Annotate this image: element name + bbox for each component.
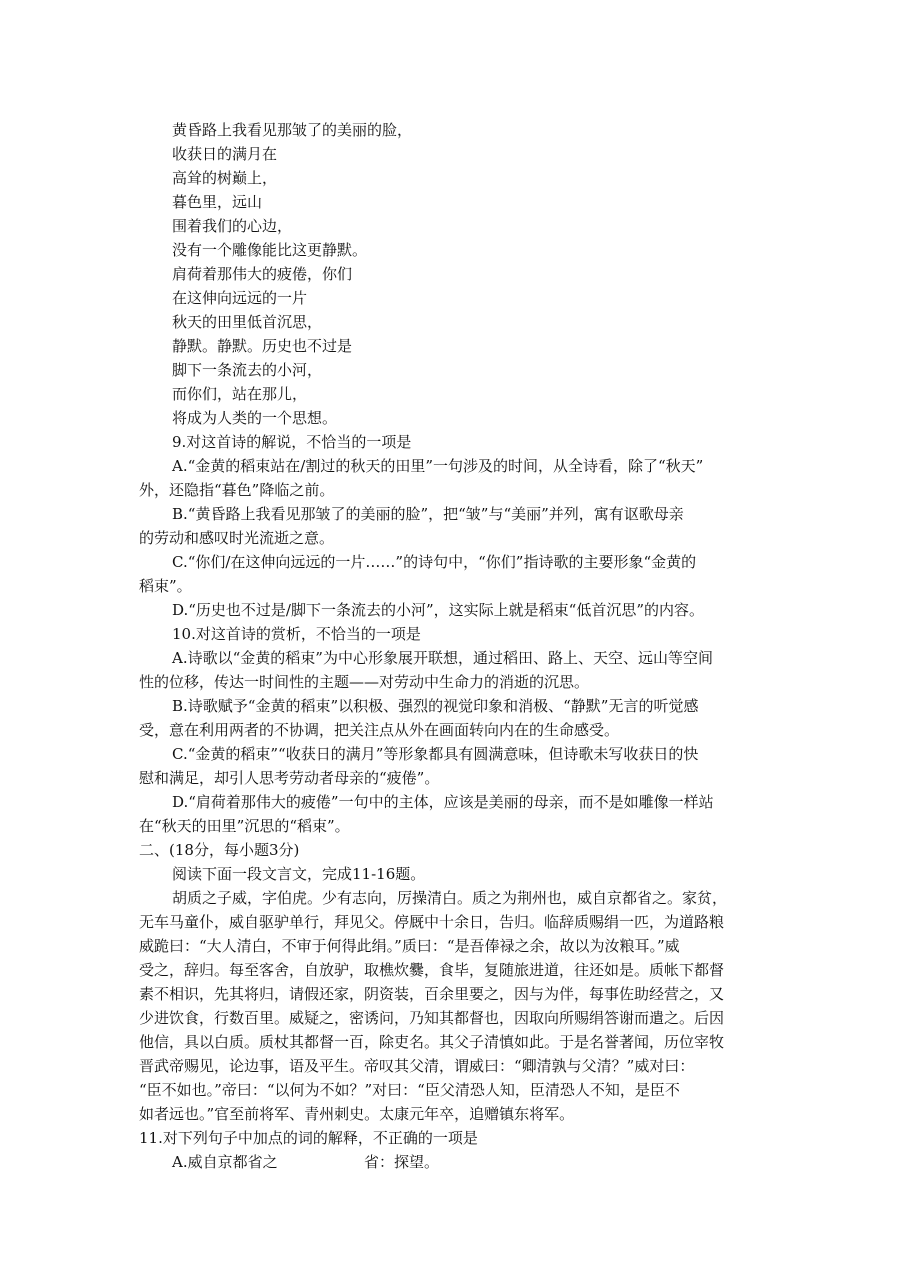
question-10-option-c-cont: 慰和满足，却引人思考劳动者母亲的“疲倦”。: [139, 769, 440, 787]
passage-line: 少进饮食，行数百里。威疑之，密诱问，乃知其都督也，因取向所赐绢答谢而遣之。后因: [139, 1009, 725, 1027]
question-9-option-b: B.“黄昏路上我看见那皱了的美丽的脸”，把“皱”与“美丽”并列，寓有讴歌母亲: [172, 505, 684, 523]
question-11-option-a-sentence: A.威自京都省之: [172, 1153, 278, 1171]
question-11-option-a-gloss: 省：探望。: [364, 1153, 440, 1171]
poem-line: 没有一个雕像能比这更静默。: [172, 241, 368, 259]
poem-line: 将成为人类的一个思想。: [172, 409, 338, 427]
poem-line: 暮色里，远山: [172, 193, 263, 211]
question-10-option-d: D.“肩荷着那伟大的疲倦”一句中的主体，应该是美丽的母亲，而不是如雕像一样站: [172, 793, 714, 811]
poem-line: 脚下一条流去的小河，: [172, 361, 323, 379]
poem-line: 围着我们的心边，: [172, 217, 293, 235]
question-10-option-a-cont: 性的位移，传达一时间性的主题——对劳动中生命力的消逝的沉思。: [139, 673, 590, 691]
question-9-option-c-cont: 稻束”。: [139, 577, 192, 595]
question-10-option-b: B.诗歌赋予“金黄的稻束”以积极、强烈的视觉印象和消极、“静默”无言的听觉感: [172, 697, 699, 715]
question-10-stem: 10.对这首诗的赏析，不恰当的一项是: [172, 625, 421, 643]
question-9-option-a-cont: 外，还隐指“暮色”降临之前。: [139, 481, 335, 499]
poem-line: 静默。静默。历史也不过是: [172, 337, 353, 355]
poem-line: 收获日的满月在: [172, 145, 278, 163]
poem-line: 在这伸向远远的一片: [172, 289, 308, 307]
passage-line: 受之，辞归。每至客舍，自放驴，取樵炊爨，食毕，复随旅进道，往还如是。质帐下都督: [139, 961, 725, 979]
poem-line: 黄昏路上我看见那皱了的美丽的脸，: [172, 121, 413, 139]
section-instruction: 阅读下面一段文言文，完成11-16题。: [172, 865, 426, 883]
question-9-option-b-cont: 的劳动和感叹时光流逝之意。: [139, 529, 335, 547]
question-10-option-c: C.“金黄的稻束”“收获日的满月”等形象都具有圆满意味，但诗歌未写收获日的快: [172, 745, 699, 763]
passage-line: 如者远也。”官至前将军、青州刺史。太康元年卒，追赠镇东将军。: [139, 1105, 575, 1123]
question-10-option-b-cont: 受，意在利用两者的不协调，把关注点从外在画面转向内在的生命感受。: [139, 721, 620, 739]
passage-line: 胡质之子威，字伯虎。少有志向，厉操清白。质之为荆州也，威自京都省之。家贫，: [172, 889, 728, 907]
question-9-option-c: C.“你们/在这伸向远远的一片……”的诗句中，“你们”指诗歌的主要形象“金黄的: [172, 553, 697, 571]
poem-line: 秋天的田里低首沉思，: [172, 313, 323, 331]
question-9-option-a: A.“金黄的稻束站在/割过的秋天的田里”一句涉及的时间，从全诗看，除了“秋天”: [172, 457, 704, 475]
section-heading: 二、(18分，每小题3分): [139, 841, 300, 859]
question-10-option-a: A.诗歌以“金黄的稻束”为中心形象展开联想，通过稻田、路上、天空、远山等空间: [172, 649, 713, 667]
poem-line: 而你们，站在那儿，: [172, 385, 308, 403]
passage-line: 素不相识，先其将归，请假还家，阴资装，百余里要之，因与为伴，每事佐助经营之，又: [139, 985, 725, 1003]
poem-line: 高耸的树巅上，: [172, 169, 278, 187]
question-10-option-d-cont: 在“秋天的田里”沉思的“稻束”。: [139, 817, 350, 835]
passage-line: 无车马童仆，威自驱驴单行，拜见父。停厩中十余日，告归。临辞质赐绢一匹，为道路粮: [139, 913, 725, 931]
question-11-stem: 11.对下列句子中加点的词的解释，不正确的一项是: [139, 1129, 478, 1147]
passage-line: 威跪曰：“大人清白，不审于何得此绢。”质曰：“是吾俸禄之余，故以为汝粮耳。”威: [139, 937, 680, 955]
poem-line: 肩荷着那伟大的疲倦，你们: [172, 265, 353, 283]
passage-line: 他信，具以白质。质杖其都督一百，除吏名。其父子清慎如此。于是名誉著闻，历位宰牧: [139, 1033, 725, 1051]
passage-line: “臣不如也。”帝曰：“以何为不如？”对曰：“臣父清恐人知，臣清恐人不知，是臣不: [139, 1081, 680, 1099]
passage-line: 晋武帝赐见，论边事，语及平生。帝叹其父清，谓威曰：“卿清孰与父清？”威对曰：: [139, 1057, 695, 1075]
question-9-stem: 9.对这首诗的解说，不恰当的一项是: [172, 433, 412, 451]
question-11-option-a: [0, 1150, 909, 1174]
question-9-option-d: D.“历史也不过是/脚下一条流去的小河”，这实际上就是稻束“低首沉思”的内容。: [172, 601, 704, 619]
